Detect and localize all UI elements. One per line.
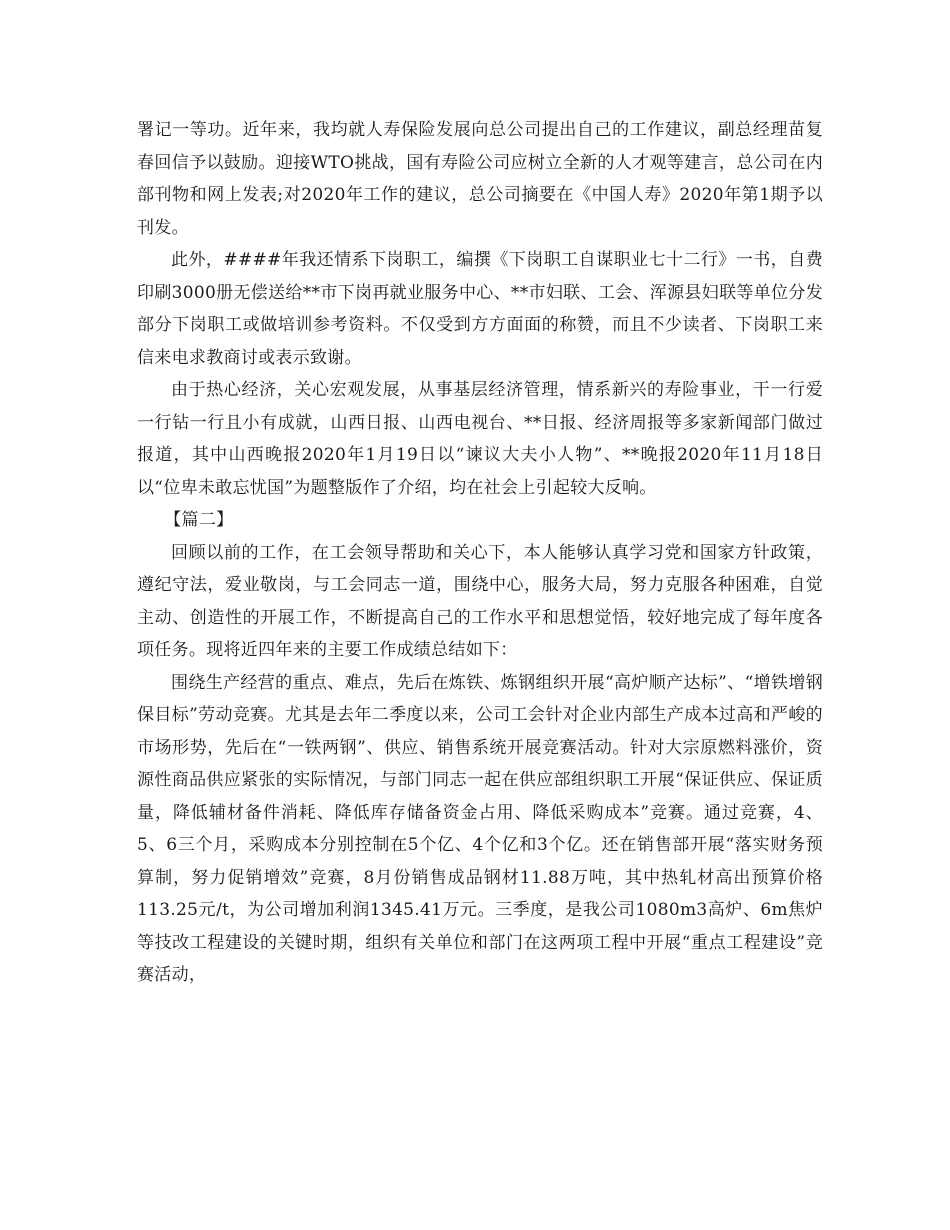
paragraph-2: 此外，####年我还情系下岗职工，编撰《下岗职工自谋职业七十二行》一书，自费印刷3000册无偿送给**市下岗再就业服务中心、**市妇联、工会、浑源县妇联等单位分发部分下岗职工或做培训参考资料。不仅受到方方面面的称赞，而且不少读者、下岗职工来信来电求教商讨或表示致谢。 — [137, 250, 823, 368]
paragraph-5: 围绕生产经营的重点、难点，先后在炼铁、炼钢组织开展“高炉顺产达标”、“增铁增钢保目标”劳动竞赛。尤其是去年二季度以来，公司工会针对企业内部生产成本过高和严峻的市场形势，先后在“一铁两钢”、供应、销售系统开展竞赛活动。针对大宗原燃料涨价，资源性商品供应紧张的实际情况，与部门同志一起在供应部组织职工开展“保证供应、保证质量，降低辅材备件消耗、降低库存储备资金占用、降低采购成本”竞赛。通过竞赛，4、5、6三个月，采购成本分别控制在5个亿、4个亿和3个亿。还在销售部开展“落实财务预算制，努力促销增效”竞赛，8月份销售成品钢材11.88万吨，其中热轧材高出预算价格113.25元/t，为公司增加利润1345.41万元。三季度，是我公司1080m3高炉、6m焦炉等技改工程建设的关键时期，组织有关单位和部门在这两项工程中开展“重点工程建设”竞赛活动， — [137, 672, 823, 985]
paragraph-1: 署记一等功。近年来，我均就人寿保险发展向总公司提出自己的工作建议，副总经理苗复春回信予以鼓励。迎接WTO挑战，国有寿险公司应树立全新的人才观等建言，总公司在内部刊物和网上发表;对2020年工作的建议，总公司摘要在《中国人寿》2020年第1期予以刊发。 — [137, 120, 823, 238]
paragraph-3: 由于热心经济，关心宏观发展，从事基层经济管理，情系新兴的寿险事业，干一行爱一行钻一行且小有成就，山西日报、山西电视台、**日报、经济周报等多家新闻部门做过报道，其中山西晚报2020年1月19日以“谏议大夫小人物”、**晚报2020年11月18日以“位卑未敢忘忧国”为题整版作了介绍，均在社会上引起较大反响。 — [137, 380, 823, 498]
document-body — [137, 114, 823, 992]
section-heading: 【篇二】 — [164, 510, 234, 530]
paragraph-4: 回顾以前的工作，在工会领导帮助和关心下，本人能够认真学习党和国家方针政策，遵纪守法，爱业敬岗，与工会同志一道，围绕中心，服务大局，努力克服各种困难，自觉主动、创造性的开展工作，不断提高自己的工作水平和思想觉悟，较好地完成了每年度各项任务。现将近四年来的主要工作成绩总结如下： — [137, 542, 823, 660]
